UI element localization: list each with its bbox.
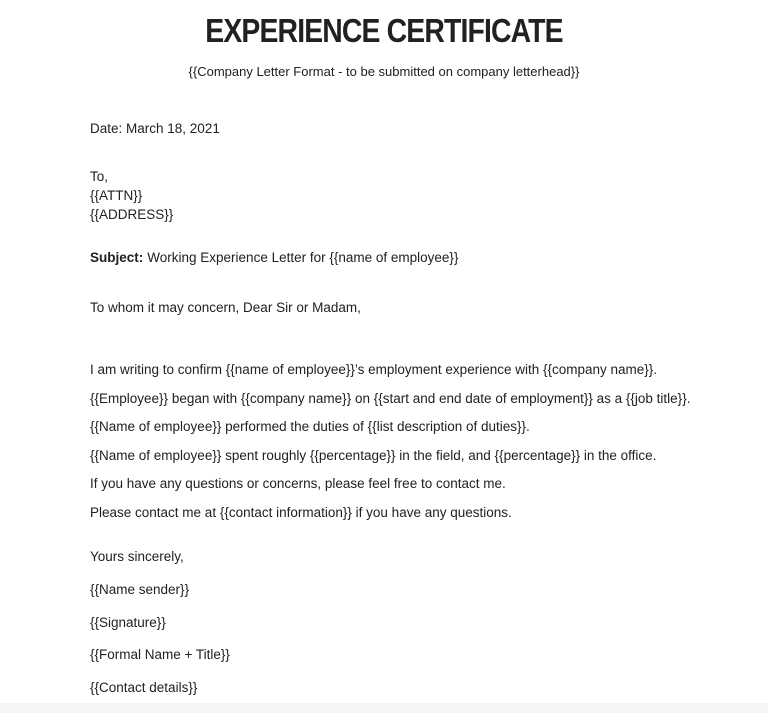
- page-bottom-edge: [0, 703, 768, 713]
- recipient-line-to: To,: [90, 169, 109, 184]
- signature-block: [90, 582, 230, 712]
- sender-name-line: {{Name sender}}: [90, 582, 190, 597]
- date-line: Date: March 18, 2021: [90, 121, 220, 136]
- body-paragraph-1: I am writing to confirm {{name of employee}}’s employment experience with {{company name}}.: [90, 362, 658, 377]
- body-paragraphs: [90, 362, 690, 533]
- signature-placeholder-line: {{Signature}}: [90, 614, 166, 630]
- contact-details-line: {{Contact details}}: [90, 679, 198, 695]
- body-paragraph-2: {{Employee}} began with {{company name}} on {{start and end date of employment}} as a {{job title}}.: [90, 390, 691, 406]
- document-subtitle: {{Company Letter Format - to be submitted on company letterhead}}: [188, 64, 580, 79]
- recipient-block: [90, 167, 173, 224]
- body-paragraph-3: {{Name of employee}} performed the duties of {{list description of duties}}.: [90, 419, 530, 434]
- document-title: EXPERIENCE CERTIFICATE: [205, 12, 563, 49]
- recipient-line-attn: {{ATTN}}: [90, 188, 143, 203]
- body-paragraph-6: Please contact me at {{contact information}} if you have any questions.: [90, 504, 512, 520]
- salutation-line: To whom it may concern, Dear Sir or Madam,: [90, 300, 361, 315]
- subject-label: Subject:: [90, 250, 144, 265]
- subject-text: Working Experience Letter for {{name of employee}}: [147, 250, 459, 265]
- subject-line: [90, 250, 458, 265]
- body-paragraph-4: {{Name of employee}} spent roughly {{percentage}} in the field, and {{percentage}} in the office.: [90, 447, 657, 463]
- recipient-line-address: {{ADDRESS}}: [90, 207, 174, 222]
- formal-name-title-line: {{Formal Name + Title}}: [90, 647, 230, 662]
- signoff-line: Yours sincerely,: [90, 549, 184, 564]
- body-paragraph-5: If you have any questions or concerns, please feel free to contact me.: [90, 476, 506, 491]
